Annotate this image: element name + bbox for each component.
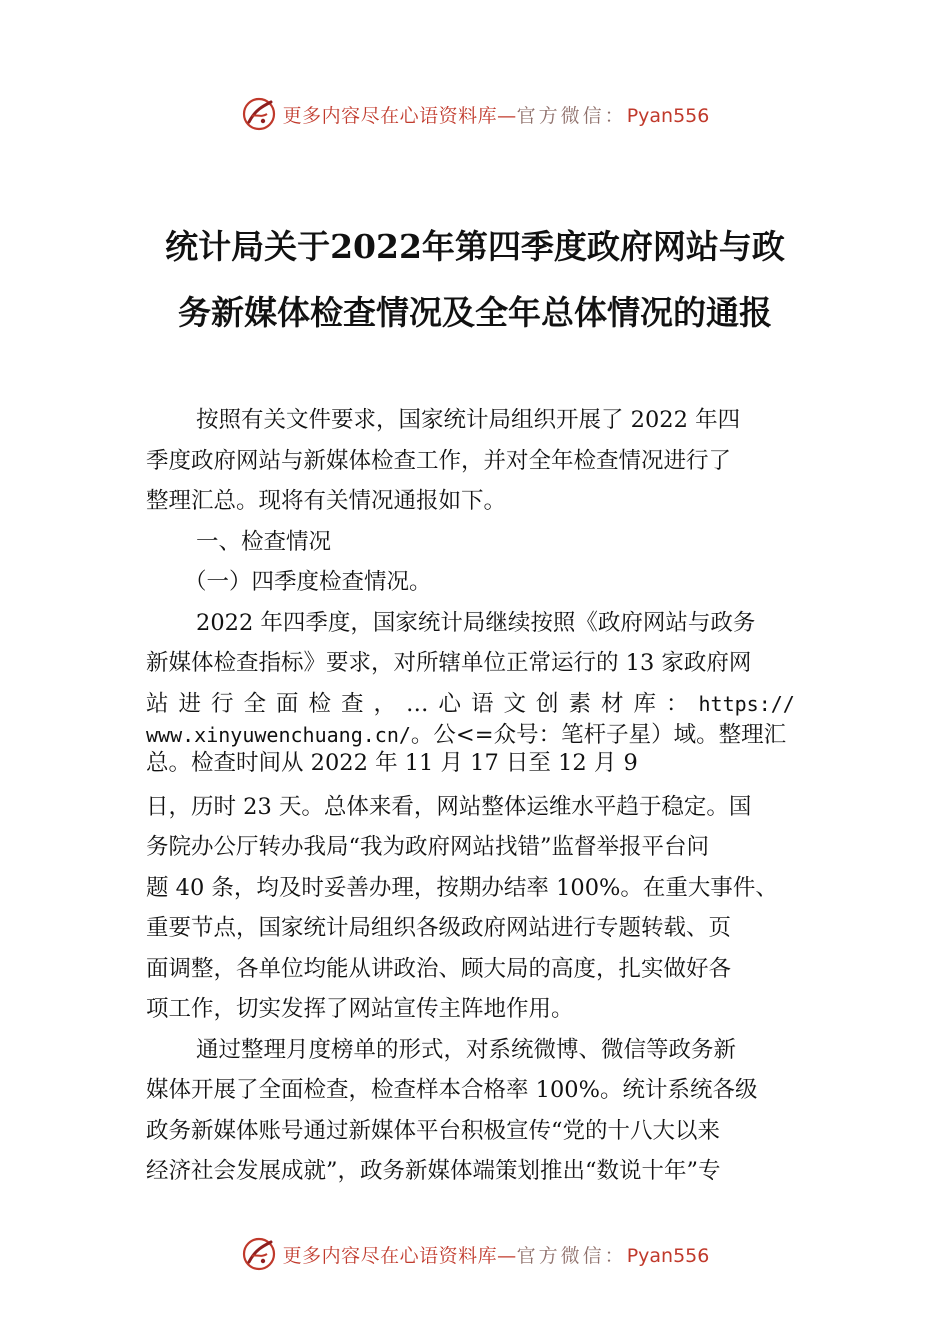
watermark-banner-bottom	[0, 1234, 950, 1274]
body-line: 务院办公厅转办我局“我为政府网站找错”监督举报平台问	[146, 834, 710, 860]
body-line: 重要节点，国家统计局组织各级政府网站进行专题转载、页	[146, 915, 732, 941]
body-line: 日，历时 23 天。总体来看，网站整体运维水平趋于稳定。国	[146, 793, 752, 820]
body-line: 通过整理月度榜单的形式，对系统微博、微信等政务新	[196, 1036, 737, 1063]
brush-logo-icon	[241, 96, 277, 132]
document-title	[100, 214, 850, 346]
body-line: 题 40 条，均及时妥善办理，按期办结率 100%。在重大事件、	[146, 874, 778, 901]
brush-logo-icon	[241, 1236, 277, 1272]
body-line: 政务新媒体账号通过新媒体平台积极宣传“党的十八大以来	[146, 1117, 721, 1144]
body-line: 面调整，各单位均能从讲政治、顾大局的高度，扎实做好各	[146, 955, 732, 982]
body-line: 站进行全面检查，…心语文创素材库：https://	[146, 690, 795, 717]
body-line: 经济社会发展成就”，政务新媒体端策划推出“数说十年”专	[146, 1158, 721, 1184]
watermark-text: 更多内容尽在心语资料库—官方微信：Pyan556	[282, 104, 710, 127]
body-line: 按照有关文件要求，国家统计局组织开展了 2022 年四	[196, 407, 741, 433]
subsection-heading: （一）四季度检查情况。	[184, 569, 432, 595]
body-line: 整理汇总。现将有关情况通报如下。	[146, 488, 507, 514]
body-line: www.xinyuwenchuang.cn/。公<=众号：笔杆子星）域。整理汇	[146, 721, 787, 748]
document-body	[146, 400, 810, 1192]
body-line: 2022 年四季度，国家统计局继续按照《政府网站与政务	[196, 609, 756, 636]
body-line: 新媒体检查指标》要求，对所辖单位正常运行的 13 家政府网	[146, 650, 752, 676]
body-line: 项工作，切实发挥了网站宣传主阵地作用。	[146, 996, 574, 1022]
body-line: 总。检查时间从 2022 年 11 月 17 日至 12 月 9	[146, 749, 638, 776]
body-line: 季度政府网站与新媒体检查工作，并对全年检查情况进行了	[146, 447, 732, 474]
title-line-2: 务新媒体检查情况及全年总体情况的通报	[178, 293, 772, 332]
body-line: 媒体开展了全面检查，检查样本合格率 100%。统计系统各级	[146, 1077, 758, 1103]
title-line-1: 统计局关于2022年第四季度政府网站与政	[165, 227, 785, 266]
section-heading: 一、检查情况	[196, 528, 332, 555]
watermark-banner-top	[0, 94, 950, 134]
watermark-text: 更多内容尽在心语资料库—官方微信：Pyan556	[282, 1244, 710, 1267]
